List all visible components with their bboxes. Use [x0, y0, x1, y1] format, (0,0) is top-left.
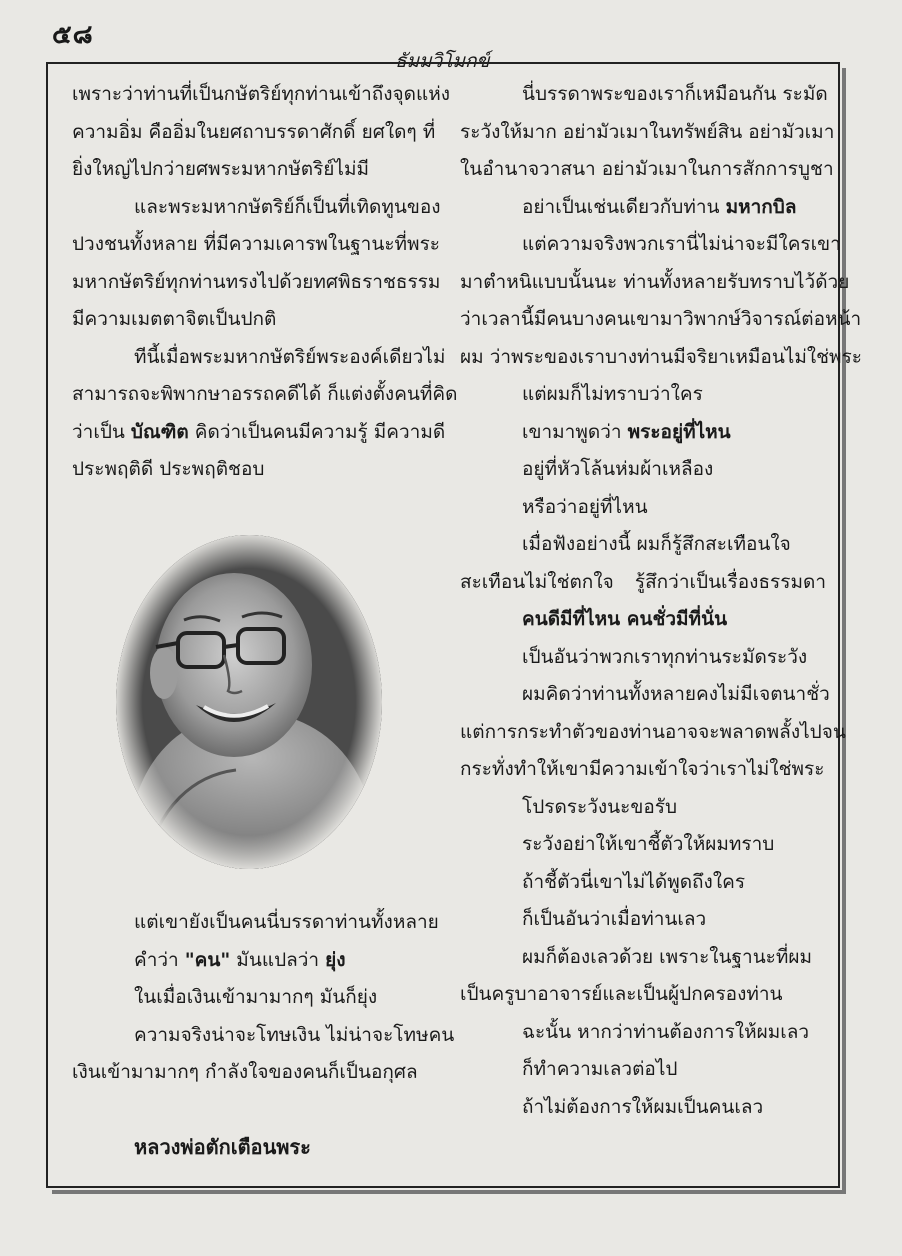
text-line: สะเทือนไม่ใช่ตกใจ รู้สึกว่าเป็นเรื่องธรรมดา	[460, 570, 826, 593]
photo-caption: หลวงพ่อตักเตือนพระ	[134, 1135, 311, 1159]
text-line: กระทั่งทำให้เขามีความเข้าใจว่าเราไม่ใช่พระ	[460, 758, 825, 780]
text-line	[460, 189, 826, 227]
bold-term: พระอยู่ที่ไหน	[627, 420, 731, 443]
text-line: ในอำนาจวาสนา อย่ามัวเมาในการสักการบูชา	[460, 158, 834, 180]
text-line: ระวังให้มาก อย่ามัวเมาในทรัพย์สิน อย่ามัวเมา	[460, 120, 835, 143]
portrait-image	[116, 535, 382, 869]
text-line: ก็ทำความเลวต่อไป	[522, 1058, 678, 1080]
page-number: ๕๘	[52, 20, 94, 50]
text-line: ระวังอย่าให้เขาชี้ตัวให้ผมทราบ	[522, 833, 775, 855]
text-line: ผมคิดว่าท่านทั้งหลายคงไม่มีเจตนาชั่ว	[522, 683, 830, 705]
text-line: เป็นครูบาอาจารย์และเป็นผู้ปกครองท่าน	[460, 983, 783, 1005]
left-column	[72, 76, 458, 489]
text-line: ว่าเวลานี้มีคนบางคนเขามาวิพากษ์วิจารณ์ต่อหน้า	[460, 308, 862, 330]
text-line: ความอิ่ม คืออิ่มในยศถาบรรดาศักดิ์ ยศใดๆ ที่	[72, 120, 436, 143]
text-line	[72, 1092, 432, 1130]
bold-term: มหากบิล	[725, 195, 797, 218]
bold-term: บัณฑิต	[130, 420, 189, 443]
text-line: ถ้าชี้ตัวนี่เขาไม่ได้พูดถึงใคร	[522, 870, 746, 893]
text-line: มาตำหนิแบบนั้นนะ ท่านทั้งหลายรับทราบไว้ด้วย	[460, 270, 850, 293]
right-column	[460, 76, 862, 1126]
text-fragment: มันแปลว่า	[230, 948, 326, 971]
text-line: หรือว่าอยู่ที่ไหน	[522, 495, 648, 518]
text-line	[72, 942, 432, 980]
text-line: เป็นอันว่าพวกเราทุกท่านระมัดระวัง	[522, 645, 808, 668]
text-line: นี่บรรดาพระของเราก็เหมือนกัน ระมัด	[522, 83, 828, 105]
text-line: ฉะนั้น หากว่าท่านต้องการให้ผมเลว	[522, 1020, 810, 1043]
monk-portrait-photo	[116, 535, 382, 869]
text-line: ในเมื่อเงินเข้ามามากๆ มันก็ยุ่ง	[134, 986, 378, 1008]
text-line: แต่ผมก็ไม่ทราบว่าใคร	[522, 383, 703, 405]
text-line: ยิ่งใหญ่ไปกว่ายศพระมหากษัตริย์ไม่มี	[72, 158, 370, 180]
text-line: ถ้าไม่ต้องการให้ผมเป็นคนเลว	[522, 1095, 764, 1118]
text-line: มีความเมตตาจิตเป็นปกติ	[72, 308, 277, 330]
text-line: เพราะว่าท่านที่เป็นกษัตริย์ทุกท่านเข้าถึงจุดแห่ง	[72, 83, 451, 105]
text-line: อยู่ที่หัวโล้นห่มผ้าเหลือง	[522, 458, 714, 480]
text-line: แต่การกระทำตัวของท่านอาจจะพลาดพลั้งไปจน	[460, 720, 846, 743]
text-line: แต่ความจริงพวกเรานี่ไม่น่าจะมีใครเขา	[522, 233, 841, 255]
text-line: และพระมหากษัตริย์ก็เป็นที่เทิดทูนของ	[134, 195, 441, 218]
bold-term: "คน"	[184, 948, 231, 971]
text-fragment: เขามาพูดว่า	[522, 420, 628, 443]
text-fragment: คิดว่าเป็นคนมีความรู้ มีความดี	[188, 420, 446, 443]
text-fragment: ว่าเป็น	[72, 420, 131, 443]
text-line: ประพฤติดี ประพฤติชอบ	[72, 458, 265, 480]
text-line: โปรดระวังนะขอรับ	[522, 795, 678, 818]
left-column-bottom	[72, 904, 455, 1167]
text-line: เมื่อฟังอย่างนี้ ผมก็รู้สึกสะเทือนใจ	[522, 533, 791, 555]
text-line: สามารถจะพิพากษาอรรถคดีได้ ก็แต่งตั้งคนที่คิด	[72, 383, 458, 405]
text-line: ความจริงน่าจะโทษเงิน ไม่น่าจะโทษคน	[134, 1023, 455, 1046]
text-line: มหากษัตริย์ทุกท่านทรงไปด้วยทศพิธราชธรรม	[72, 270, 441, 293]
text-line: ผมก็ต้องเลวด้วย เพราะในฐานะที่ผม	[522, 945, 813, 968]
text-line: แต่เขายังเป็นคนนี่บรรดาท่านทั้งหลาย	[134, 911, 439, 933]
text-line: ทีนี้เมื่อพระมหากษัตริย์พระองค์เดียวไม่	[134, 345, 446, 368]
text-line	[72, 414, 446, 452]
running-head: ธัมมวิโมกข์	[395, 50, 490, 72]
text-line	[460, 414, 826, 452]
text-line: ผม ว่าพระของเราบางท่านมีจริยาเหมือนไม่ใช่พระ	[460, 345, 862, 368]
text-fragment: อย่าเป็นเช่นเดียวกับท่าน	[522, 195, 726, 218]
text-line: เงินเข้ามามากๆ กำลังใจของคนก็เป็นอกุศล	[72, 1061, 418, 1083]
text-fragment: คำว่า	[134, 948, 185, 971]
bold-line: คนดีมีที่ไหน คนชั่วมีที่นั่น	[522, 608, 728, 630]
text-line: ปวงชนทั้งหลาย ที่มีความเคารพในฐานะที่พระ	[72, 233, 440, 255]
text-line: ก็เป็นอันว่าเมื่อท่านเลว	[522, 908, 707, 930]
bold-term: ยุ่ง	[325, 948, 346, 971]
